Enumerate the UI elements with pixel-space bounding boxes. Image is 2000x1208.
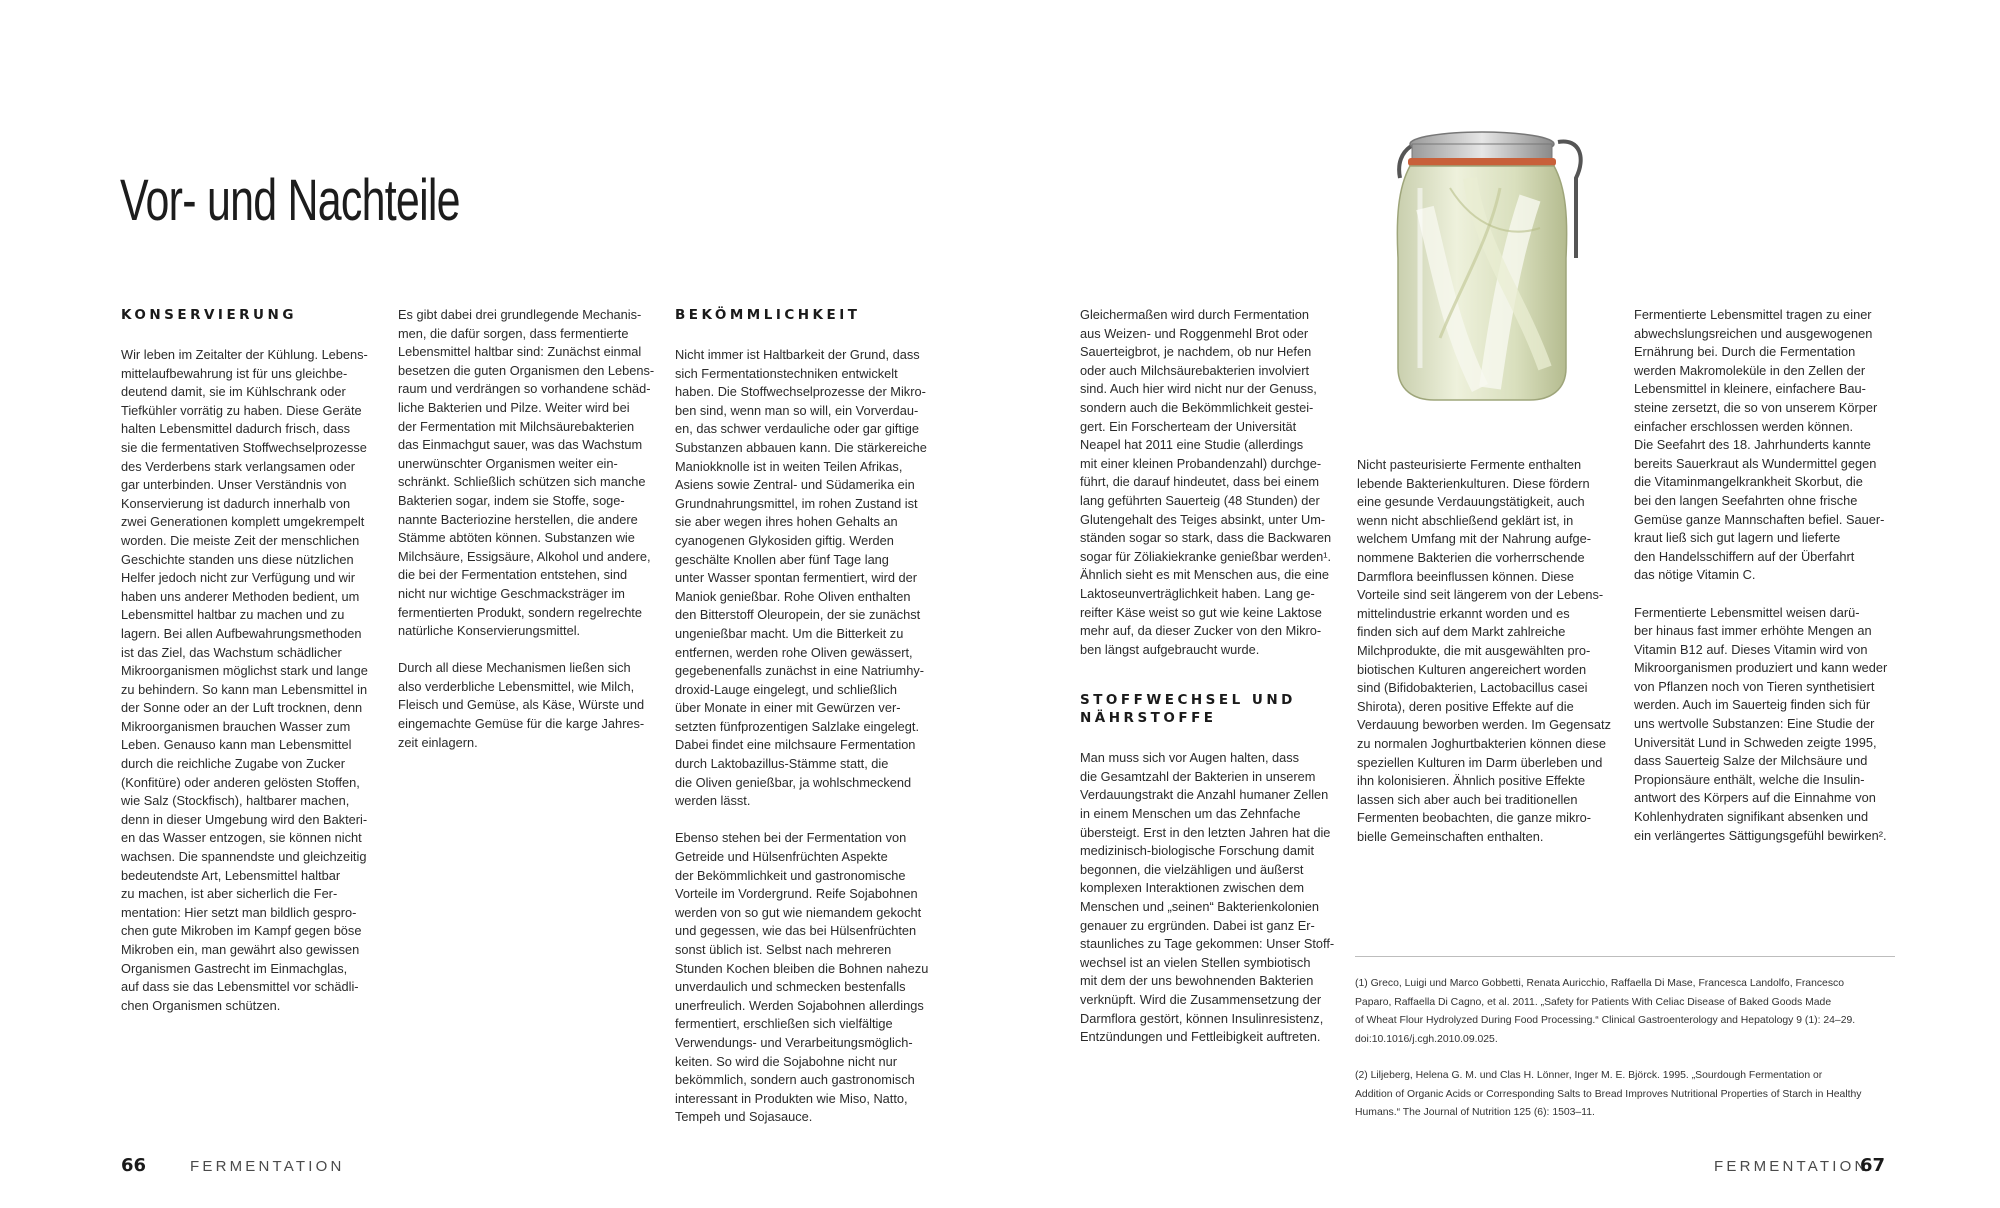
left-column-1 — [121, 306, 409, 1034]
section-heading-stoffwechsel: STOFFWECHSEL UND NÄHRSTOFFE — [1080, 692, 1296, 727]
jar-illustration — [1380, 118, 1600, 408]
running-head-right: FERMENTATION — [1714, 1158, 1869, 1175]
section-heading-konservierung: KONSERVIERUNG — [121, 307, 297, 323]
section-heading-bekoemmlichkeit: BEKÖMMLICHKEIT — [675, 307, 861, 323]
paragraph: Ebenso stehen bei der Fermentation von Getreide und Hülsenfrüchten Aspekte der Bekömmlichkeit und gastronomische Vorteile im Vordergrund. Reife Sojabohnen werden von so gut wie niemandem gekocht und gegessen, wie das bei Hülsenfrüchten sonst üblich ist. Selbst nach mehreren Stunden Kochen bleiben die Bohnen nahezu unverdaulich und schmecken bestenfalls unerfreulich. Werden Sojabohnen allerdings fermentiert, erschließen sich vielfältige Verwendungs- und Verarbeitungsmöglich- keiten. So wird die Sojabohne nicht nur bekömmlich, sondern auch gastronomisch interessant in Produkten wie Miso, Natto, Tempeh und Sojasauce. — [675, 830, 929, 1125]
paragraph: Man muss sich vor Augen halten, dass die Gesamtzahl der Bakterien in unserem Verdauungstrakt die Anzahl humaner Zellen in einem Menschen um das Zehnfache übersteigt. Erst in den letzten Jahren hat die medizinisch-biologische Forschung damit begonnen, die vielzähligen und äußerst komplexen Interaktionen zwischen dem Menschen und „seinen“ Bakterienkolonien genauer zu ergründen. Dabei ist ganz Er- staunliches zu Tage gekommen: Unser Stoff- wechsel ist an vielen Stellen symbiotisch mit dem der uns bewohnenden Bakterien verknüpft. Wird die Zusammensetzung der Darmflora gestört, können Insulinresistenz, Entzündungen und Fettleibigkeit auftreten. — [1080, 750, 1335, 1045]
right-column-3 — [1634, 306, 1904, 864]
paragraph: Wir leben im Zeitalter der Kühlung. Lebens- mittelaufbewahrung ist für uns gleichbe- deutend damit, sie im Kühlschrank oder Tiefkühler vorrätig zu haben. Diese Geräte halten Lebensmittel dadurch frisch, dass sie die fermentativen Stoffwechselprozesse des Verderbens stark verlangsamen oder gar unterbinden. Unser Verständnis von Konservierung ist dadurch innerhalb von zwei Generationen komplett umgekrempelt worden. Die meiste Zeit der menschlichen Geschichte standen uns diese nützlichen Helfer jedoch nicht zur Verfügung und wir haben uns anderer Methoden bedient, um Lebensmittel haltbar zu machen und zu lagern. Bei allen Aufbewahrungsmethoden ist das Ziel, das Wachstum schädlicher Mikroorganismen möglichst stark und lange zu behindern. So kann man Lebensmittel in der Sonne oder an der Luft trocknen, denn Mikroorganismen brauchen Wasser zum Leben. Genauso kann man Lebensmittel durch die reichliche Zugabe von Zucker (Konfitüre) oder anderen gelösten Stoffen, wie Salz (Stockfisch), haltbarer machen, denn in dieser Umgebung wird den Bakteri- en das Wasser entzogen, sie können nicht wachsen. Die spannendste und gleichzeitig bedeutendste Art, Lebensmittel haltbar zu machen, ist aber sicherlich die Fer- mentation: Hier setzt man bildlich gespro- chen gute Mikroben im Kampf gegen böse Mikroben ein, man gewährt also gewissen Organismen Gastrecht im Einmachglas, auf dass sie das Lebensmittel vor schädli- chen Organismen schützen. — [121, 347, 368, 1013]
page-number-left: 66 — [121, 1155, 147, 1176]
page-title: Vor- und Nachteile — [120, 167, 460, 233]
paragraph: Nicht immer ist Haltbarkeit der Grund, dass sich Fermentationstechniken entwickelt haben. Die Stoffwechselprozesse der Mikro- ben sind, wenn man so will, ein Vorverdau- en, das schwer verdauliche oder gar giftige Substanzen abbauen kann. Die stärkereiche Maniokknolle ist in weiten Teilen Afrikas, Asiens sowie Zentral- und Südamerika ein Grundnahrungsmittel, im rohen Zustand ist sie aber wegen ihres hohen Gehalts an cyanogenen Glykosiden giftig. Werden geschälte Knollen aber fünf Tage lang unter Wasser spontan fermentiert, wird der Maniok genießbar. Rohe Oliven enthalten den Bitterstoff Oleuropein, der sie zunächst ungenießbar macht. Um die Bitterkeit zu entfernen, werden rohe Oliven gewässert, gegebenenfalls zunächst in eine Natriumhy- droxid-Lauge eingelegt, und schließlich über Monate in einer mit Gewürzen ver- setzten fünfprozentigen Salzlake eingelegt. Dabei findet eine milchsaure Fermentation durch Laktobazillus-Stämme statt, die die Oliven genießbar, ja wohlschmeckend werden lässt. — [675, 347, 927, 809]
right-column-1 — [1080, 306, 1340, 1065]
paragraph: Es gibt dabei drei grundlegende Mechanis- men, die dafür sorgen, dass fermentierte Lebensmittel haltbar sind: Zunächst einmal besetzen die guten Organismen den Lebens- raum und verdrängen so vorhandene schäd- liche Bakterien und Pilze. Weiter wird bei der Fermentation mit Milchsäurebakterien das Einmachgut sauer, was das Wachstum unerwünschter Organismen weiter ein- schränkt. Schließlich schützen sich manche Bakterien sogar, indem sie Stoffe, soge- nannte Bacteriozine herstellen, die andere Stämme abtöten können. Substanzen wie Milchsäure, Essigsäure, Alkohol und andere, die bei der Fermentation entstehen, sind nicht nur wichtige Geschmacksträger im fermentierten Produkt, sondern regelrechte natürliche Konservierungsmittel. — [398, 307, 655, 639]
paragraph: Fermentierte Lebensmittel weisen darü- ber hinaus fast immer erhöhte Mengen an Vitamin B12 auf. Dieses Vitamin wird von Mikroorganismen produziert und kann weder von Pflanzen noch von Tieren synthetisiert werden. Auch im Sauerteig finden sich für uns wertvolle Substanzen: Eine Studie der Universität Lund in Schweden zeigte 1995, dass Sauerteig Salze der Milchsäure und Propionsäure enthält, welche die Insulin- antwort des Körpers auf die Einnahme von Kohlenhydraten signifikant absenken und ein verlängertes Sättigungsgefühl bewirken². — [1634, 604, 1888, 843]
right-column-2 — [1357, 456, 1627, 865]
footnotes — [1355, 975, 1895, 1141]
paragraph: Fermentierte Lebensmittel tragen zu einer abwechslungsreichen und ausgewogenen Ernährung bei. Durch die Fermentation werden Makromoleküle in den Zellen der Lebensmittel in kleinere, einfachere Bau- steine zersetzt, die so von unserem Körper einfacher erschlossen werden können. Die Seefahrt des 18. Jahrhunderts kannte bereits Sauerkraut als Wundermittel gegen die Vitaminmangelkrankheit Skorbut, die bei den langen Seefahrten ohne frische Gemüse ganze Mannschaften befiel. Sauer- kraut ließ sich gut lagern und lieferte den Handelsschiffern auf der Überfahrt das nötige Vitamin C. — [1634, 307, 1885, 583]
footnote-1: (1) Greco, Luigi und Marco Gobbetti, Renata Auricchio, Raffaella Di Mase, Francesca Landolfo, Francesco Paparo, Raffaella Di Cagno, et al. 2011. „Safety for Patients With Celiac Disease of Baked Goods Made of Wheat Flour Hydrolyzed During Food Processing.“ Clinical Gastroenterology and Hepatology 9 (1): 24–29. doi:10.1016/j.cgh.2010.09.025. — [1355, 978, 1856, 1045]
paragraph: Gleichermaßen wird durch Fermentation aus Weizen- und Roggenmehl Brot oder Sauerteigbrot, je nachdem, ob nur Hefen oder auch Milchsäurebakterien involviert sind. Auch hier wird nicht nur der Genuss, sondern auch die Bekömmlichkeit gestei- gert. Ein Forscherteam der Universität Neapel hat 2011 eine Studie (allerdings mit einer kleinen Probandenzahl) durchge- führt, die darauf hindeutet, dass bei einem lang geführten Sauerteig (48 Stunden) der Glutengehalt des Teiges absinkt, unter Um- ständen sogar so stark, dass die Backwaren sogar für Zöliakiekranke genießbar werden¹. Ähnlich sieht es mit Menschen aus, die eine Laktoseunverträglichkeit haben. Lang ge- reifter Käse weist so gut wie keine Laktose mehr auf, da dieser Zucker von den Mikro- ben längst aufgebraucht wurde. — [1080, 307, 1332, 657]
fermentation-jar-photo — [1380, 118, 1600, 408]
footnote-2: (2) Liljeberg, Helena G. M. und Clas H. Lönner, Inger M. E. Björck. 1995. „Sourdough Fermentation or Addition of Organic Acids or Corresponding Salts to Bread Improves Nutritional Properties of Starch in Healthy Humans.“ The Journal of Nutrition 125 (6): 1503–11. — [1355, 1070, 1862, 1118]
left-column-2 — [398, 306, 686, 771]
footnote-divider — [1355, 956, 1895, 957]
paragraph: Durch all diese Mechanismen ließen sich also verderbliche Lebensmittel, wie Milch, Fleisch und Gemüse, als Käse, Würste und eingemachte Gemüse für die karge Jahres- zeit einlagern. — [398, 660, 645, 750]
page-number-right: 67 — [1860, 1155, 1886, 1176]
paragraph: Nicht pasteurisierte Fermente enthalten lebende Bakterienkulturen. Diese fördern eine gesunde Verdauungstätigkeit, auch wenn nicht abschließend geklärt ist, in welchem Umfang mit der Nahrung aufge- nommene Bakterien die vorherrschende Darmflora beeinflussen können. Diese Vorteile sind seit längerem von der Lebens- mittelindustrie erkannt worden und es finden sich auf dem Markt zahlreiche Milchprodukte, die mit ausgewählten pro- biotischen Kulturen angereichert worden sind (Bifidobakterien, Lactobacillus casei Shirota), deren positive Effekte auf die Verdauung beworben werden. Im Gegensatz zu normalen Joghurtbakterien können diese speziellen Kulturen im Darm überleben und ihn kolonisieren. Ähnlich positive Effekte lassen sich aber auch bei traditionellen Fermenten beobachten, die ganze mikro- bielle Gemeinschaften enthalten. — [1357, 457, 1611, 844]
running-head-left: FERMENTATION — [190, 1158, 345, 1175]
left-column-3 — [675, 306, 963, 1146]
